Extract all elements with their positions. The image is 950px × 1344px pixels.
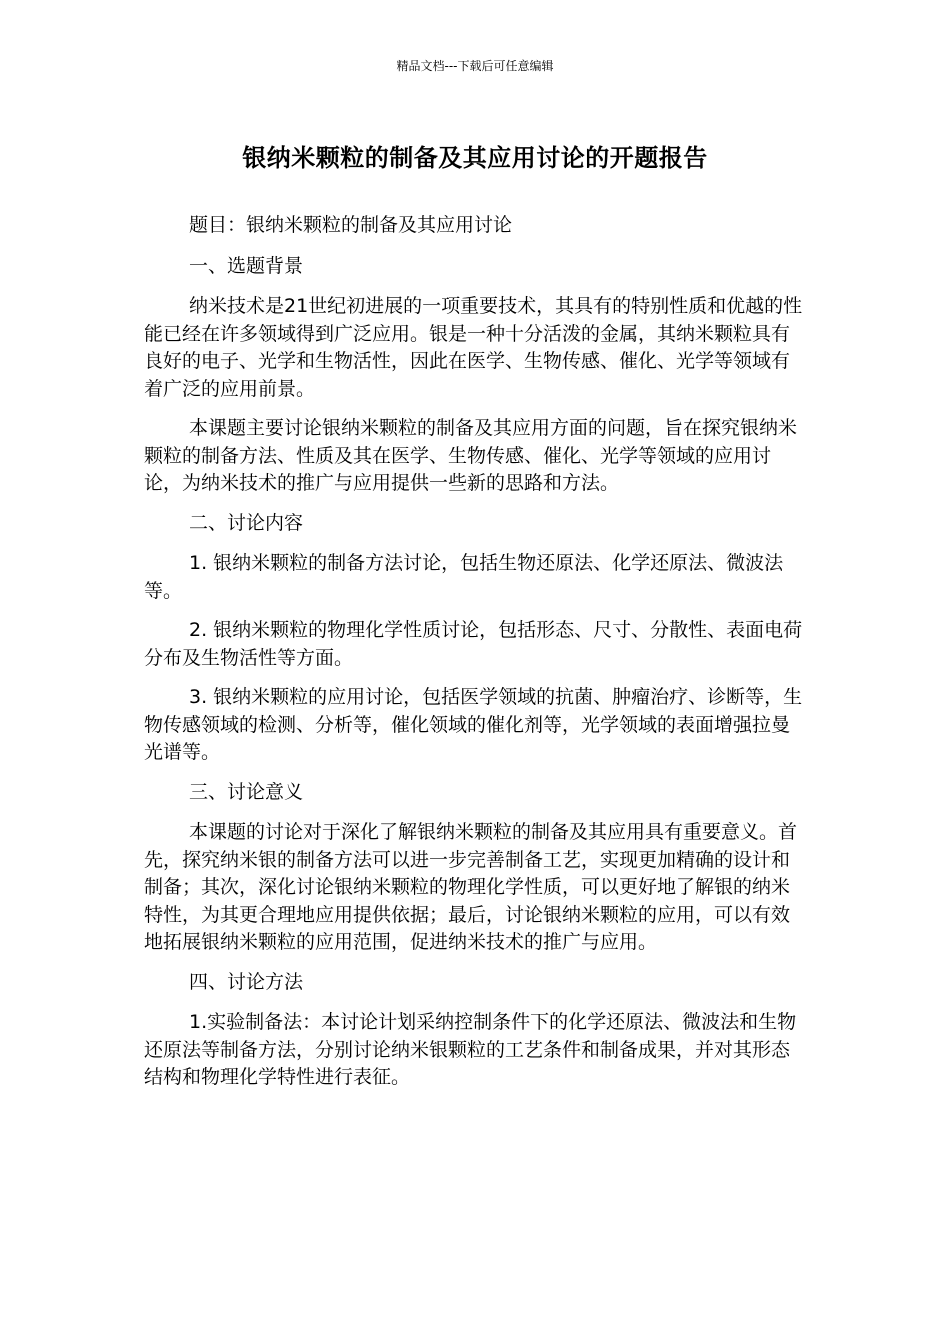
list-item-content-1: 1. 银纳米颗粒的制备方法讨论，包括生物还原法、化学还原法、微波法等。	[144, 552, 784, 602]
section-heading-methods: 四、讨论方法	[189, 970, 304, 993]
paragraph-significance: 本课题的讨论对于深化了解银纳米颗粒的制备及其应用具有重要意义。首先，探究纳米银的制备方法可以进一步完善制备工艺，实现更加精确的设计和制备；其次，深化讨论银纳米颗粒的物理化学性质，可以更好地了解银的纳米特性，为其更合理地应用提供依据；最后，讨论银纳米颗粒的应用，可以有效地拓展银纳米颗粒的应用范围，促进纳米技术的推广与应用。	[144, 821, 798, 953]
paragraph-background-2: 本课题主要讨论银纳米颗粒的制备及其应用方面的问题，旨在探究银纳米颗粒的制备方法、性质及其在医学、生物传感、催化、光学等领域的应用讨论，为纳米技术的推广与应用提供一些新的思路和方法。	[144, 417, 798, 494]
page-header: 精品文档---下载后可任意编辑	[396, 59, 554, 73]
paragraph-methods-1: 1.实验制备法：本讨论计划采纳控制条件下的化学还原法、微波法和生物还原法等制备方法，分别讨论纳米银颗粒的工艺条件和制备成果，并对其形态结构和物理化学特性进行表征。	[144, 1011, 797, 1088]
list-item-content-2: 2. 银纳米颗粒的物理化学性质讨论，包括形态、尺寸、分散性、表面电荷分布及生物活性等方面。	[144, 619, 803, 669]
section-heading-content: 二、讨论内容	[189, 511, 304, 534]
document-body	[144, 212, 806, 1104]
section-heading-background: 一、选题背景	[189, 254, 304, 277]
section-heading-significance: 三、讨论意义	[189, 780, 304, 803]
paragraph-background-1: 纳米技术是21世纪初进展的一项重要技术，其具有的特别性质和优越的性能已经在许多领域得到广泛应用。银是一种十分活泼的金属，其纳米颗粒具有良好的电子、光学和生物活性，因此在医学、生物传感、催化、光学等领域有着广泛的应用前景。	[144, 295, 803, 400]
topic-line: 题目：银纳米颗粒的制备及其应用讨论	[189, 214, 513, 236]
document-title: 银纳米颗粒的制备及其应用讨论的开题报告	[242, 144, 708, 172]
list-item-content-3: 3. 银纳米颗粒的应用讨论，包括医学领域的抗菌、肿瘤治疗、诊断等，生物传感领域的检测、分析等，催化领域的催化剂等，光学领域的表面增强拉曼光谱等。	[144, 686, 803, 763]
